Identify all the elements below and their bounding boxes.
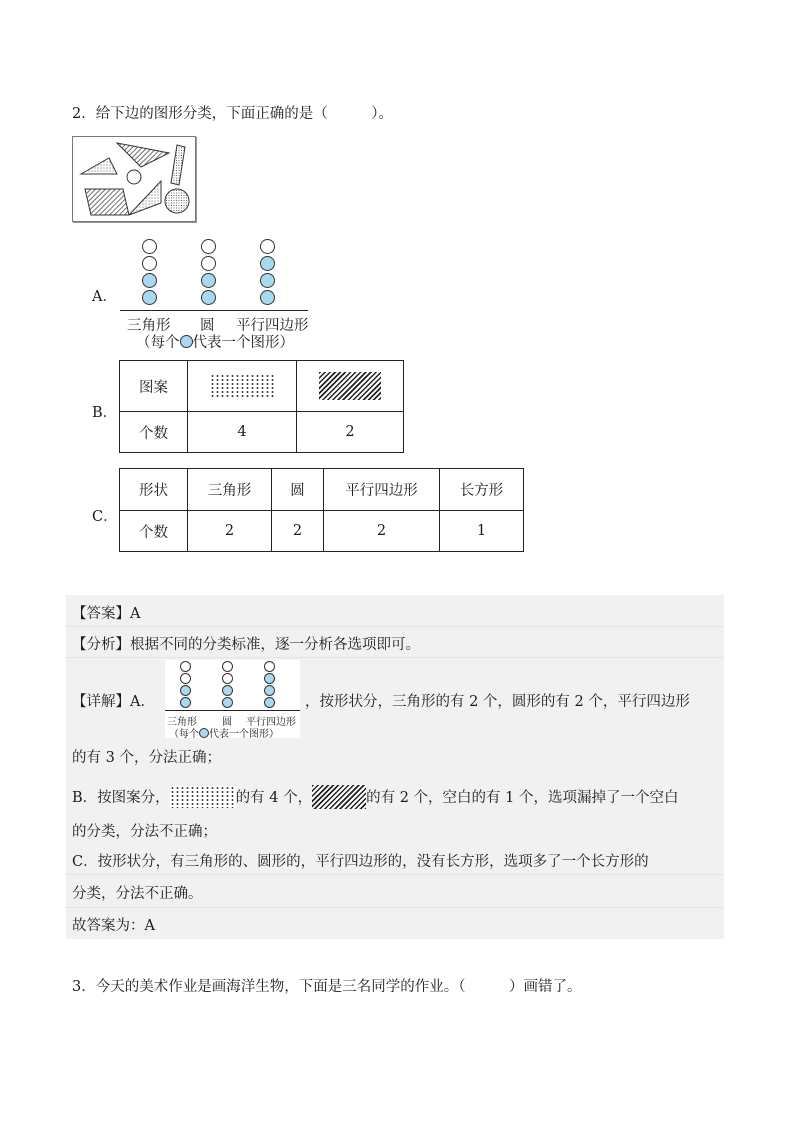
divider [66, 657, 724, 658]
table-cell: 圆 [272, 469, 324, 511]
question-3-stem: 3．今天的美术作业是画海洋生物，下面是三名同学的作业。（ ）画错了。 [72, 979, 582, 995]
hatched-pattern-swatch [319, 372, 381, 400]
detail-c-line1: C．按形状分，有三角形的、圆形的，平行四边形的，没有长方形，选项多了一个长方形的 [72, 854, 649, 870]
bead-filled [264, 673, 275, 684]
bead-chart-baseline [165, 710, 300, 711]
divider [66, 626, 724, 627]
option-b-table [119, 360, 404, 453]
table-cell: 2 [188, 511, 272, 552]
bead-empty [260, 239, 275, 254]
bead-filled [222, 685, 233, 696]
circle-dotted [165, 189, 189, 213]
detail-c-line2: 分类，分法不正确。 [72, 886, 203, 902]
option-b-label[interactable]: B． [92, 405, 118, 421]
option-a-bead-chart [120, 238, 310, 350]
bead-filled [142, 273, 157, 288]
triangle-dotted-1 [81, 158, 117, 174]
category-label: 三角形 [127, 318, 171, 334]
table-cell: 2 [272, 511, 324, 552]
bead-filled [180, 697, 191, 708]
bead-filled [264, 685, 275, 696]
table-header: 图案 [120, 361, 188, 412]
table-header: 形状 [120, 469, 188, 511]
bead-filled [260, 273, 275, 288]
bead-empty [142, 256, 157, 271]
hatched-pattern-swatch [312, 785, 366, 809]
category-label: 平行四边形 [236, 318, 309, 334]
bead-filled [201, 273, 216, 288]
bead-empty [180, 661, 191, 672]
dotted-pattern-cell [188, 361, 297, 412]
bead-empty [201, 256, 216, 271]
bead-chart-baseline [120, 310, 308, 311]
option-a-label[interactable]: A． [92, 289, 117, 305]
bead-empty [180, 673, 191, 684]
category-label: 圆 [222, 717, 232, 728]
table-header: 个数 [120, 412, 188, 453]
bead-legend-icon [180, 335, 193, 348]
bead-empty [222, 673, 233, 684]
detail-a-line2: 的有 3 个，分法正确； [72, 750, 221, 766]
bead-filled [180, 685, 191, 696]
dotted-pattern-swatch [210, 374, 274, 398]
table-header: 个数 [120, 511, 188, 552]
triangle-hatched [117, 143, 169, 167]
divider [66, 874, 724, 875]
bead-filled [142, 290, 157, 305]
shapes-illustration [73, 137, 195, 221]
table-cell: 1 [440, 511, 524, 552]
hatched-pattern-cell [297, 361, 404, 412]
table-cell: 2 [297, 412, 404, 453]
bead-empty [201, 239, 216, 254]
category-label: 平行四边形 [246, 717, 296, 728]
option-c-label[interactable]: C． [92, 509, 118, 525]
table-cell: 三角形 [188, 469, 272, 511]
category-label: 三角形 [167, 717, 197, 728]
analysis-line: 【分析】根据不同的分类标准，逐一分析各选项即可。 [72, 637, 420, 653]
answer-line: 【答案】A [72, 606, 141, 622]
parallelogram-dotted-tall [171, 145, 185, 185]
bead-legend-note: （每个 代表一个图形） [136, 335, 294, 351]
bead-legend-note: （每个 代表一个图形） [169, 729, 279, 740]
bead-legend-icon [199, 728, 209, 738]
table-cell: 4 [188, 412, 297, 453]
category-label: 圆 [200, 318, 215, 334]
shapes-figure [72, 136, 196, 222]
bead-empty [142, 239, 157, 254]
bead-filled [260, 256, 275, 271]
triangle-dotted-2 [129, 181, 161, 215]
detail-bead-chart [165, 660, 300, 738]
bead-filled [201, 290, 216, 305]
bead-filled [222, 697, 233, 708]
conclusion-line: 故答案为：A [72, 918, 155, 934]
dotted-pattern-swatch [170, 786, 236, 808]
table-cell: 2 [324, 511, 440, 552]
detail-b-line2: 的分类，分法不正确； [72, 824, 217, 840]
circle-blank [127, 170, 141, 184]
detail-a-line: 【详解】A． ，按形状分，三角形的有 2 个，圆形的有 2 个，平行四边形 [72, 694, 690, 710]
option-c-table [119, 468, 524, 552]
table-cell: 平行四边形 [324, 469, 440, 511]
bead-filled [260, 290, 275, 305]
bead-filled [264, 697, 275, 708]
bead-empty [264, 661, 275, 672]
divider [66, 907, 724, 908]
detail-b-line: B．按图案分， 的有 4 个， 的有 2 个，空白的有 1 个，选项漏掉了一个空白 [72, 785, 679, 809]
question-2-stem: 2．给下边的图形分类，下面正确的是（ ）。 [72, 106, 393, 122]
table-cell: 长方形 [440, 469, 524, 511]
parallelogram-hatched [85, 189, 129, 215]
bead-empty [222, 661, 233, 672]
